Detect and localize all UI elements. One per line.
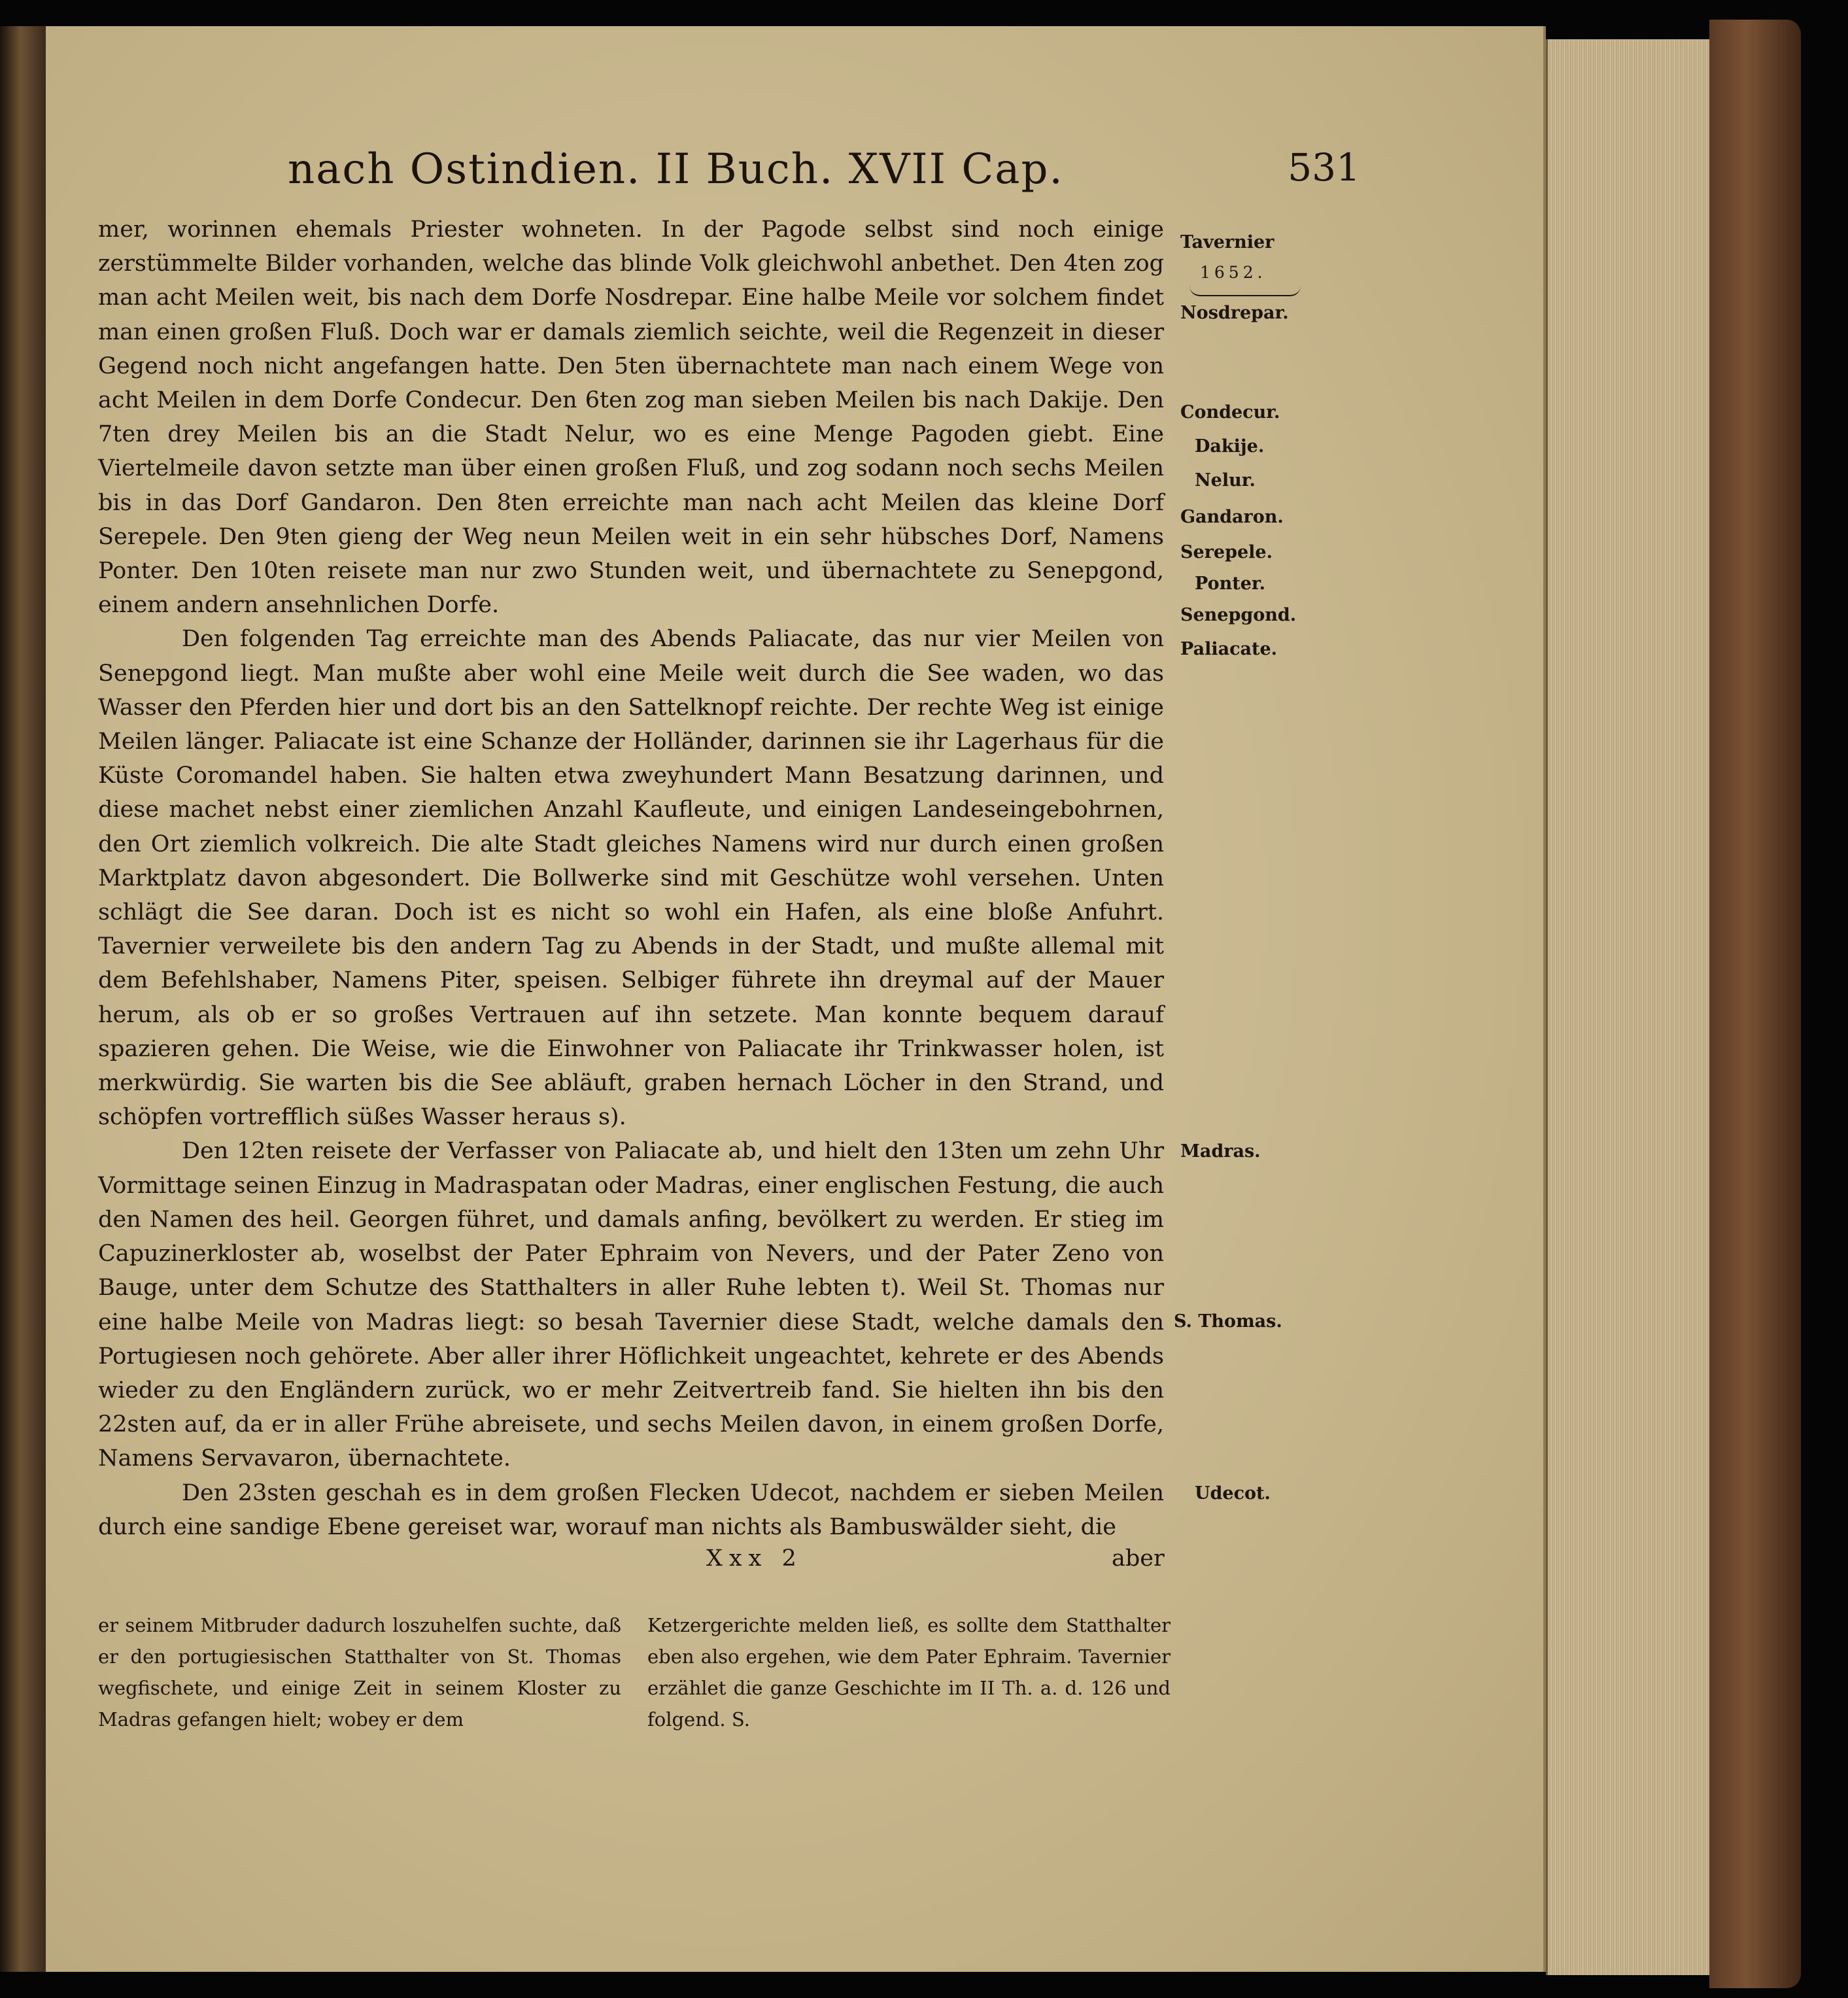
page-number: 531	[1288, 145, 1360, 190]
sidenote-nosdrepar: Nosdrepar.	[1180, 303, 1289, 323]
sidenote-brace	[1189, 286, 1301, 296]
sidenote-condecur: Condecur.	[1180, 402, 1280, 422]
book-spine-edge	[0, 26, 46, 1972]
sidenote-serepele: Serepele.	[1180, 542, 1273, 562]
footnote-left-column: er seinem Mitbruder dadurch loszuhelfen suchte, daß er den portugiesischen Statthalter von St. Thomas wegfischete, und einige Zeit in seinem Kloster zu Madras gefangen hielt; wobey er dem	[98, 1614, 621, 1731]
footnote-right-column: Ketzergerichte melden ließ, es sollte dem Statthalter eben also ergehen, wie dem Pater Ephraim. Tavernier erzählet die ganze Geschichte im II Th. a. d. 126 und folgend. S.	[647, 1614, 1171, 1731]
sidenote-nelur: Nelur.	[1195, 470, 1256, 491]
page-stack-edge	[1546, 39, 1711, 1975]
sidenote-paliacate: Paliacate.	[1180, 639, 1278, 659]
sidenote-tavernier: Tavernier	[1180, 232, 1275, 252]
running-head-title: nach Ostindien. II Buch. XVII Cap.	[288, 145, 1064, 194]
sidenote-dakije: Dakije.	[1195, 436, 1265, 456]
running-head	[288, 145, 1360, 204]
book-cover	[1709, 20, 1801, 1988]
main-text	[98, 213, 1164, 1544]
sidenote-madras: Madras.	[1180, 1141, 1261, 1162]
sidenote-st-thomas: S. Thomas.	[1174, 1311, 1282, 1332]
paragraph-1: mer, worinnen ehemals Priester wohneten. In der Pagode selbst sind noch einige zerstümmelte Bilder vorhanden, welche das blinde Volk gleichwohl anbethet. Den 4ten zog man acht Meilen weit, bis nach dem Dorfe Nosdrepar. Eine halbe Meile vor solchem findet man einen großen Fluß. Doch war er damals ziemlich seichte, weil die Regenzeit in dieser Gegend noch nicht angefangen hatte. Den 5ten übernachtete man nach einem Wege von acht Meilen in dem Dorfe Condecur. Den 6ten zog man sieben Meilen bis nach Dakije. Den 7ten drey Meilen bis an die Stadt Nelur, wo es eine Menge Pagoden giebt. Eine Viertelmeile davon setzte man über einen großen Fluß, und zog sodann noch sechs Meilen bis in das Dorf Gandaron. Den 8ten erreichte man nach acht Meilen das kleine Dorf Serepele. Den 9ten gieng der Weg neun Meilen weit in ein sehr hübsches Dorf, Namens Ponter. Den 10ten reisete man nur zwo Stunden weit, und übernachtete zu Senepgond, einem andern ansehnlichen Dorfe.	[98, 216, 1164, 619]
sidenote-year: 1652.	[1200, 263, 1267, 282]
sidenote-ponter: Ponter.	[1195, 574, 1266, 594]
sidenote-senepgond: Senepgond.	[1180, 605, 1297, 625]
catchword: aber	[1112, 1545, 1165, 1572]
sidenote-gandaron: Gandaron.	[1180, 507, 1284, 527]
sidenote-udecot: Udecot.	[1195, 1483, 1271, 1504]
paragraph-4: Den 23sten geschah es in dem großen Flecken Udecot, nachdem er sieben Meilen durch eine sandige Ebene gereiset war, worauf man nichts als Bambuswälder sieht, die	[98, 1479, 1164, 1540]
paragraph-3: Den 12ten reisete der Verfasser von Paliacate ab, und hielt den 13ten um zehn Uhr Vormittage seinen Einzug in Madraspatan oder Madras, einer englischen Festung, die auch den Namen des heil. Georgen führet, und damals anfing, bevölkert zu werden. Er stieg im Capuzinerkloster ab, woselbst der Pater Ephraim von Nevers, und der Pater Zeno von Bauge, unter dem Schutze des Statthalters in aller Ruhe lebten t). Weil St. Thomas nur eine halbe Meile von Madras liegt: so besah Tavernier diese Stadt, welche damals den Portugiesen noch gehörete. Aber aller ihrer Höflichkeit ungeachtet, kehrete er des Abends wieder zu den Engländern zurück, wo er mehr Zeitvertreib fand. Sie hielten ihn bis den 22sten auf, da er in aller Frühe abreisete, und sechs Meilen davon, in einem großen Dorfe, Namens Servavaron, übernachtete.	[98, 1138, 1164, 1472]
signature-mark: Xxx 2	[706, 1545, 803, 1572]
paragraph-2: Den folgenden Tag erreichte man des Abends Paliacate, das nur vier Meilen von Senepgond liegt. Man mußte aber wohl eine Meile weit durch die See waden, wo das Wasser den Pferden hier und dort bis an den Sattelknopf reichte. Der rechte Weg ist einige Meilen länger. Paliacate ist eine Schanze der Holländer, darinnen sie ihr Lagerhaus für die Küste Coromandel haben. Sie halten etwa zweyhundert Mann Besatzung darinnen, und diese machet nebst einer ziemlichen Anzahl Kaufleute, und einigen Landeseingebohrnen, den Ort ziemlich volkreich. Die alte Stadt gleiches Namens wird nur durch einen großen Marktplatz davon abgesondert. Die Bollwerke sind mit Geschütze wohl versehen. Unten schlägt die See daran. Doch ist es nicht so wohl ein Hafen, als eine bloße Anfuhrt. Tavernier verweilete bis den andern Tag zu Abends in der Stadt, und mußte allemal mit dem Befehlshaber, Namens Piter, speisen. Selbiger führete ihn dreymal auf der Mauer herum, als ob er so großes Vertrauen auf ihn setzete. Man konnte bequem darauf spazieren gehen. Die Weise, wie die Einwohner von Paliacate ihr Trinkwasser holen, ist merkwürdig. Sie warten bis die See abläuft, graben hernach Löcher in den Strand, und schöpfen vortrefflich süßes Wasser heraus s).	[98, 626, 1164, 1131]
